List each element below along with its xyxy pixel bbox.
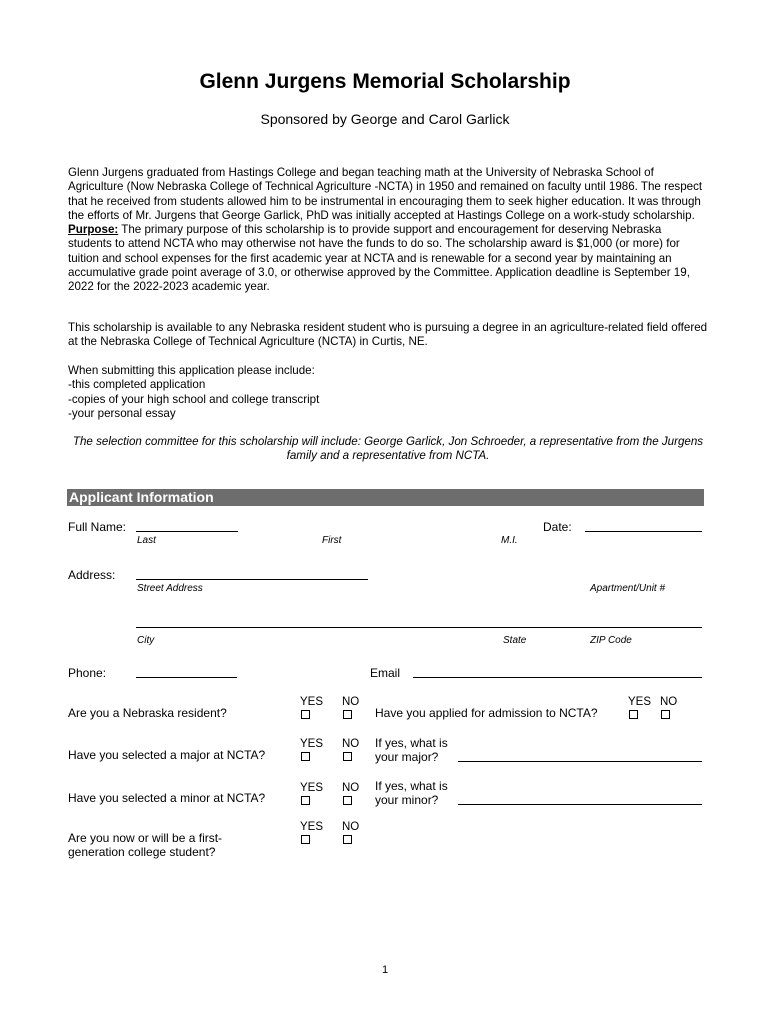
committee-text: The selection committee for this scholarship will include: George Garlick, Jon Schroeder, a representative from the Jurgens family and a representative from NCTA. [72,435,704,463]
middle-initial-caption: M.I. [501,535,518,546]
purpose-paragraph [68,223,708,294]
minor-yes-checkbox[interactable] [301,796,310,805]
major-field[interactable] [458,761,702,762]
email-field[interactable] [413,677,702,678]
question-applied-admission: Have you applied for admission to NCTA? [375,706,598,720]
email-label: Email [370,666,401,680]
date-label: Date: [543,520,572,534]
intro-paragraph [68,166,708,295]
minor-followup-label: If yes, what is your minor? [375,779,448,807]
document-subtitle: Sponsored by George and Carol Garlick [260,111,510,127]
major-no-checkbox[interactable] [343,752,352,761]
purpose-label: Purpose: [68,223,119,237]
resident-yes-checkbox[interactable] [301,710,310,719]
include-item: -this completed application [68,378,206,392]
section-header-applicant-information: Applicant Information [67,489,704,506]
major-yes-label: YES [300,738,324,750]
minor-no-label: NO [342,782,360,794]
eligibility-text: This scholarship is available to any Nebraska resident student who is pursuing a degree in an agriculture-related field offered at the Nebraska College of Technical Agriculture (NCTA) in Curtis, NE. [68,321,708,349]
first-name-caption: First [322,535,342,546]
resident-no-checkbox[interactable] [343,710,352,719]
minor-no-checkbox[interactable] [343,796,352,805]
first-gen-no-label: NO [342,821,360,833]
street-address-caption: Street Address [137,583,203,594]
include-item: -copies of your high school and college transcript [68,392,320,406]
apartment-caption: Apartment/Unit # [590,583,666,594]
city-caption: City [137,635,155,646]
question-selected-major: Have you selected a major at NCTA? [68,748,266,762]
first-gen-no-checkbox[interactable] [343,835,352,844]
minor-field[interactable] [458,804,702,805]
first-gen-yes-checkbox[interactable] [301,835,310,844]
admission-no-label: NO [660,696,678,708]
phone-label: Phone: [68,666,107,680]
zip-caption: ZIP Code [590,635,632,646]
full-name-label: Full Name: [68,520,127,534]
bio-text: Glenn Jurgens graduated from Hastings College and began teaching math at the University of Nebraska School of Agriculture (Now Nebraska College of Technical Agriculture -NCTA) in 1950 and remained on faculty until 1986. The respect that he received from students allowed him to be instrumental in encouraging them to seek higher education. It was through the efforts of Mr. Jurgens that George Garlick, PhD was initially accepted at Hastings College on a work-study scholarship. [68,166,703,222]
document-title: Glenn Jurgens Memorial Scholarship [199,70,571,93]
date-field[interactable] [585,531,702,532]
include-list [68,364,708,421]
resident-yes-label: YES [300,696,324,708]
include-item: -your personal essay [68,406,176,420]
page-number: 1 [381,964,389,976]
major-followup-label: If yes, what is your major? [375,736,448,764]
phone-field[interactable] [136,677,237,678]
question-selected-minor: Have you selected a minor at NCTA? [68,791,266,805]
admission-no-checkbox[interactable] [661,710,670,719]
last-name-caption: Last [137,535,156,546]
question-first-generation: Are you now or will be a first-generation college student? [68,831,223,859]
address-label: Address: [68,568,116,582]
full-name-field[interactable] [136,531,238,532]
resident-no-label: NO [342,696,360,708]
first-gen-yes-label: YES [300,821,324,833]
major-no-label: NO [342,738,360,750]
minor-yes-label: YES [300,782,324,794]
street-address-field[interactable] [136,579,368,580]
admission-yes-label: YES [628,696,652,708]
state-caption: State [503,635,527,646]
include-header: When submitting this application please include: [68,364,315,377]
purpose-text: The primary purpose of this scholarship is to provide support and encouragement for deserving Nebraska students to attend NCTA who may otherwise not have the funds to do so. The scholarship award is $1,000 (or more) for tuition and school expenses for the first academic year at NCTA and is renewable for a second year by maintaining an accumulative grade point average of 3.0, or otherwise approved by the Committee. Application deadline is September 19, 2022 for the 2022-2023 academic year. [68,223,690,294]
question-nebraska-resident: Are you a Nebraska resident? [68,706,227,720]
city-state-zip-field[interactable] [136,627,702,628]
admission-yes-checkbox[interactable] [629,710,638,719]
major-yes-checkbox[interactable] [301,752,310,761]
